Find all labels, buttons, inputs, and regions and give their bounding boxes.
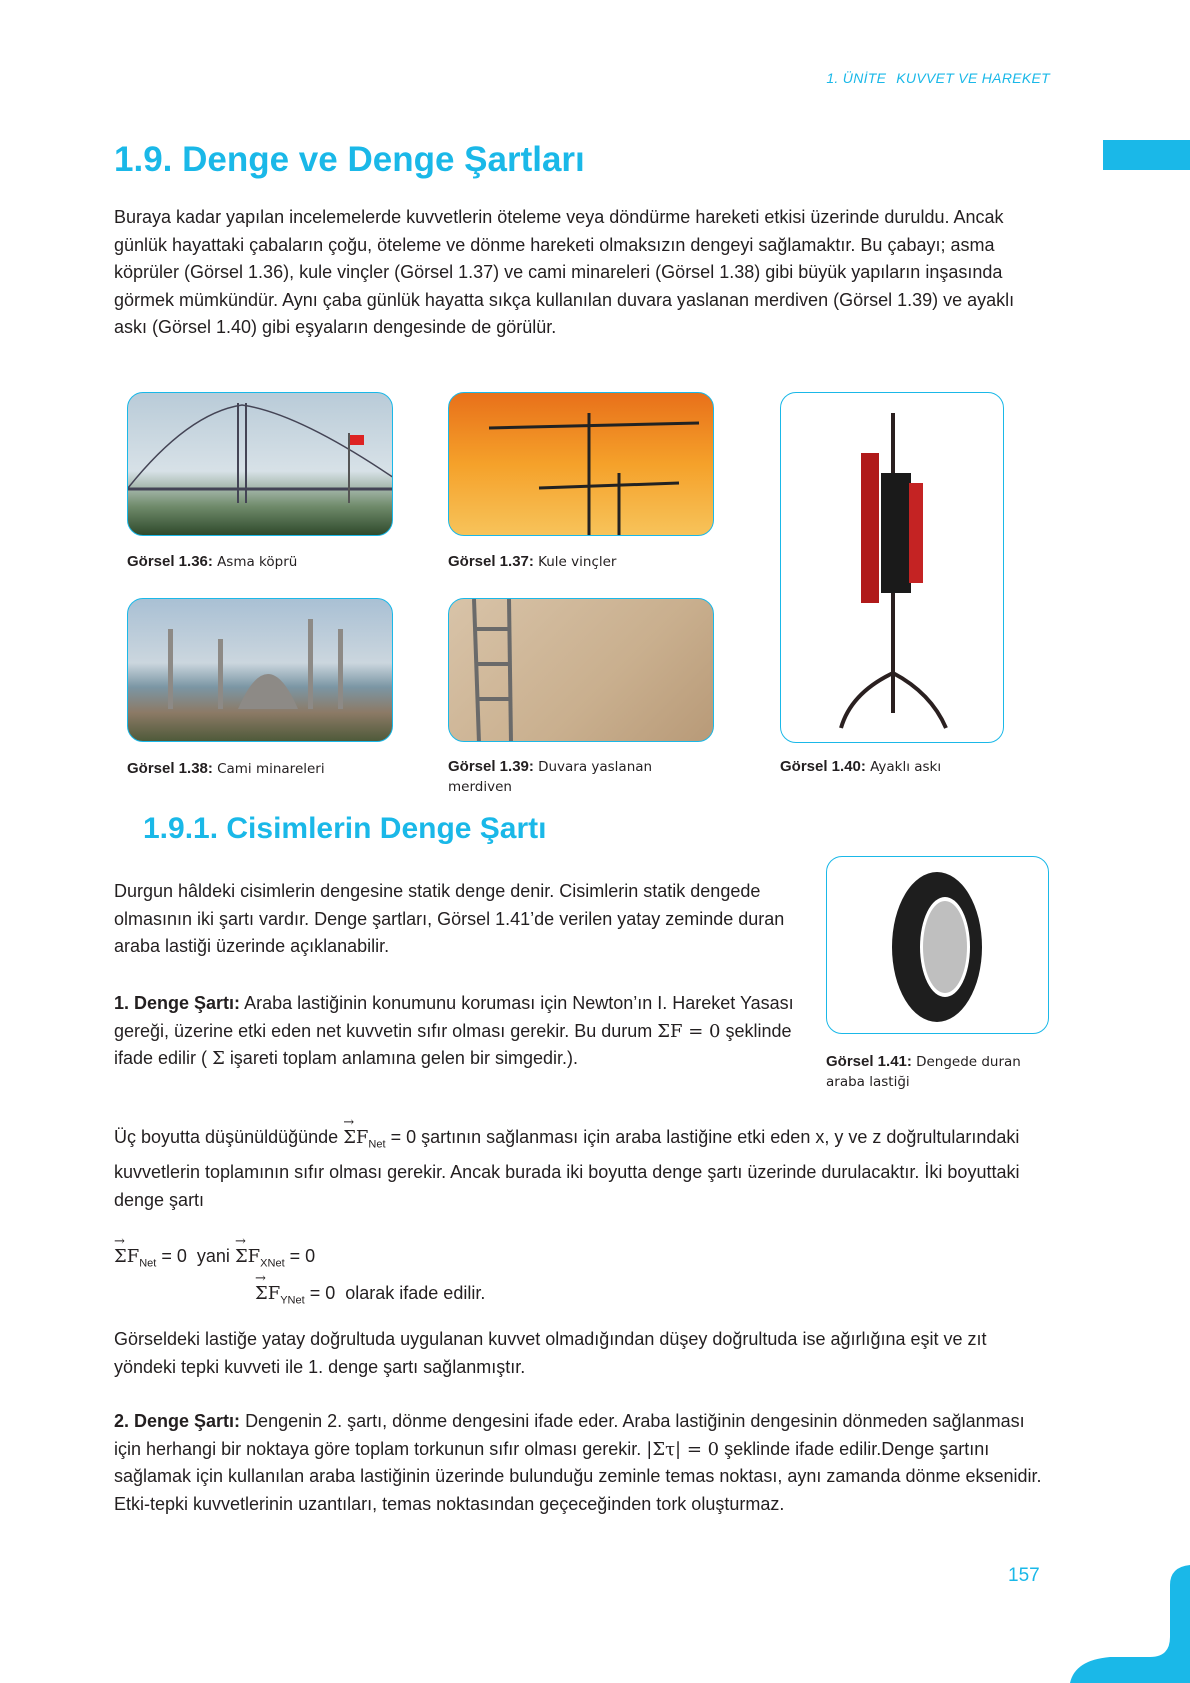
section-title: 1.9. Denge ve Denge Şartları <box>114 140 585 179</box>
paragraph-static-equilibrium: Durgun hâldeki cisimlerin dengesine statik denge denir. Cisimlerin statik dengede olmasının iki şartı vardır. Denge şartları, Görsel 1.41’de verilen yatay zeminde duran araba lastiği üzerinde açıklanabilir. <box>114 881 785 956</box>
running-header <box>826 70 1050 86</box>
topic-label: KUVVET VE HAREKET <box>896 70 1050 86</box>
caption-1-39: Görsel 1.39: Duvara yaslanan merdiven <box>448 758 653 795</box>
tire-image <box>826 856 1049 1034</box>
corner-decoration <box>1070 1565 1190 1683</box>
caption-1-40: Görsel 1.40: Ayaklı askı <box>780 758 942 775</box>
condition-1-paragraph: 1. Denge Şartı: Araba lastiğinin konumunu koruması için Newton’ın I. Hareket Yasası gereği, üzerine etki eden net kuvvetin sıfır olması gerekir. Bu durum ΣF = 0 şeklinde ifade edilir ( Σ işareti toplam anlamına gelen bir simgedir.). <box>114 993 794 1069</box>
page-number: 157 <box>1008 1565 1040 1586</box>
caption-1-41: Görsel 1.41: Dengede duran araba lastiği <box>826 1053 1021 1090</box>
caption-1-37: Görsel 1.37: Kule vinçler <box>448 553 617 570</box>
suspension-bridge-image <box>127 392 393 536</box>
three-dimension-paragraph: Üç boyutta düşünüldüğünde → $\Sigma F_{Net} = 0$ şartının sağlanması için araba lastiğine etki eden x, y ve z doğrultularındaki kuvvetlerin toplamının sıfır olması gerekir. Ancak burada iki boyutta denge şartı üzerinde durulacaktır. İki boyuttaki denge şartı <box>114 1124 1044 1214</box>
tower-cranes-image <box>448 392 714 536</box>
condition-2-paragraph: 2. Denge Şartı: Dengenin 2. şartı, dönme dengesini ifade eder. Araba lastiğinin dengesinin dönmeden sağlanması için herhangi bir noktaya göre toplam torkunun sıfır olması gerekir. |Στ| = 0 şeklinde ifade edilir.Denge şartını sağlamak için kullanılan araba lastiğinin üzerinde bulunduğu zeminle temas noktası, aynı zamanda dönme eksenidir. Etki-tepki kuvvetlerinin uzantıları, temas noktasından geçeceğinden tork oluşturmaz. <box>114 1411 1042 1514</box>
coat-stand-image <box>780 392 1004 743</box>
caption-1-38: Görsel 1.38: Cami minareleri <box>127 760 325 777</box>
torque-equation: |Στ| = 0 <box>646 1438 720 1460</box>
subsection-title: 1.9.1. Cisimlerin Denge Şartı <box>143 812 547 845</box>
unit-label: 1. ÜNİTE <box>826 70 887 86</box>
intro-paragraph: Buraya kadar yapılan incelemelerde kuvvetlerin öteleme veya döndürme hareketi etkisi üzerinde duruldu. Ancak günlük hayattaki çabaların çoğu, öteleme ve dönme hareketi olmaksızın dengeyi sağlamaktır. Bu çabayı; asma köprüler (Görsel 1.36), kule vinçler (Görsel 1.37) ve cami minareleri (Görsel 1.38) gibi büyük yapıların inşasında görmek mümkündür. Aynı çaba günlük hayatta sıkça kullanılan duvara yaslanan merdiven (Görsel 1.39) ve ayaklı askı (Görsel 1.40) gibi eşyaların dengesinde de görülür. <box>114 207 1015 337</box>
ladder-wall-image <box>448 598 714 742</box>
mosque-minarets-image <box>127 598 393 742</box>
caption-1-36: Görsel 1.36: Asma köprü <box>127 553 298 570</box>
first-condition-note: Görseldeki lastiğe yatay doğrultuda uygulanan kuvvet olmadığından düşey doğrultuda ise ağırlığına eşit ve zıt yöndeki tepki kuvveti ile 1. denge şartı sağlanmıştır. <box>114 1329 987 1377</box>
chapter-tab <box>1103 140 1190 170</box>
equation-block: → $\Sigma F_{Net} = 0$ yani → $\Sigma F_{XNet} = 0$ → $\Sigma F_{YNet} = 0$ olarak ifade edilir. <box>114 1242 485 1315</box>
net-force-equation: ΣF = 0 <box>657 1020 721 1042</box>
